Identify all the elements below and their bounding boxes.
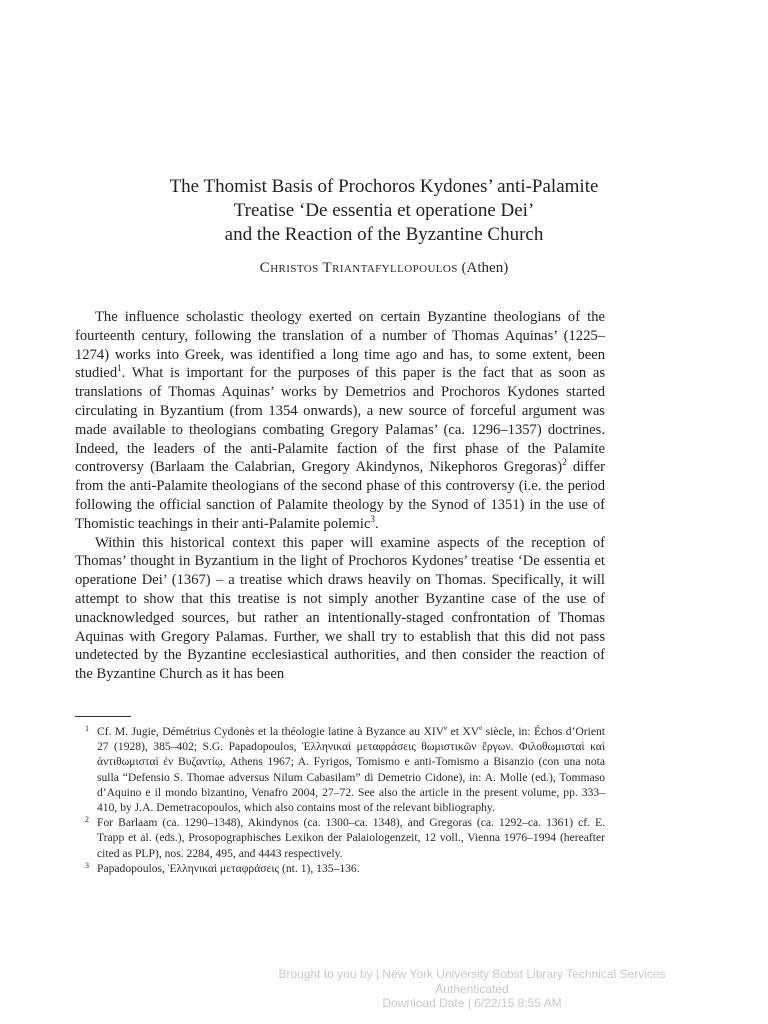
footnote-1-sup-2: e	[479, 724, 483, 733]
footnote-ref-3: 3	[370, 513, 375, 524]
download-watermark	[262, 967, 682, 1011]
footnote-separator	[75, 716, 131, 717]
author-line	[60, 260, 708, 277]
title-line-3: and the Reaction of the Byzantine Church	[224, 224, 544, 245]
footnote-3	[75, 861, 605, 876]
title-line-2: Treatise ‘De essentia et operatione Dei’	[233, 200, 535, 221]
footnote-3-text: Papadopoulos, Ἑλληνικαὶ μεταφράσεις (nt. 1), 135–136.	[97, 861, 360, 875]
article-title	[60, 175, 708, 247]
title-line-1: The Thomist Basis of Prochoros Kydones’ anti-Palamite	[169, 176, 599, 197]
footnote-1-part-b: et XV	[447, 725, 480, 738]
author-affiliation: (Athen)	[461, 260, 509, 276]
footnote-ref-2: 2	[562, 457, 567, 468]
footnote-ref-1: 1	[117, 363, 122, 374]
footnotes	[75, 724, 605, 876]
watermark-line-3: Download Date | 6/22/15 8:55 AM	[382, 996, 562, 1010]
footnote-1-part-c: siècle, in: Échos d’Orient 27 (1928), 385–402; S.G. Papadopoulos, Ἑλληνικαὶ μεταφράσεις θωμιστικῶν ἔργων. Φιλοθωμισταὶ καὶ ἀντιθωμισταὶ ἐν Βυζαντίῳ, Athens 1967; A. Fyrigos, Tomismo e anti-Tomismo a Bisanzio (con una nota sulla “Defensio S. Thomae adversus Nilum Cabasilam” di Demetrio Cidone), in: A. Molle (ed.), Tommaso d’Aquino e il mondo bizantino, Venafro 2004, 27–72. See also the article in the present volume, pp. 333–410, by J.A. Demetracopoulos, which also contains most of the relevant bibliography.	[97, 725, 605, 815]
paragraph-1	[75, 308, 605, 534]
footnote-1-part-a: Cf. M. Jugie, Démétrius Cydonès et la théologie latine à Byzance au XIV	[97, 725, 445, 738]
watermark-line-2: Authenticated	[435, 981, 509, 996]
footnote-1	[75, 724, 605, 815]
footnote-1-sup-1: e	[444, 724, 448, 733]
article-body	[75, 308, 605, 684]
paragraph-1-part-d: .	[374, 515, 379, 532]
footnote-2	[75, 815, 605, 861]
footnote-number: 1	[85, 724, 89, 733]
paragraph-1-part-c: differ from the anti-Palamite theologians of the second phase of this controversy (i.e. the period following the official sanction of Palamite theology by the Synod of 1351) in the use of Thomistic teachings in their anti-Palamite polemic	[75, 459, 605, 532]
author-name: Christos Triantafyllopoulos	[259, 260, 458, 276]
footnote-number: 3	[85, 860, 89, 870]
footnote-2-text: For Barlaam (ca. 1290–1348), Akindynos (ca. 1300–ca. 1348), and Gregoras (ca. 1292–ca. 1361) cf. E. Trapp et al. (eds.), Prosopographisches Lexikon der Palaiologenzeit, 12 voll., Vienna 1976–1994 (hereafter cited as PLP), nos. 2284, 495, and 4443 respectively.	[97, 816, 605, 860]
paragraph-2: Within this historical context this paper will examine aspects of the reception of Thomas’ thought in Byzantium in the light of Prochoros Kydones’ treatise ‘De essentia et operatione Dei’ (1367) – a treatise which draws heavily on Thomas. Specifically, it will attempt to show that this treatise is not simply another Byzantine case of the use of unacknowledged sources, but rather an intentionally-staged confrontation of Thomas Aquinas with Gregory Palamas. Further, we shall try to establish that this did not pass undetected by the Byzantine ecclesiastical authorities, and then consider the reaction of the Byzantine Church as it has been	[75, 534, 605, 683]
watermark-line-1: Brought to you by | New York University Bobst Library Technical Services	[278, 967, 666, 981]
paragraph-1-part-a: The influence scholastic theology exerted on certain Byzantine theologians of the fourteenth century, following the translation of a number of Thomas Aquinas’ (1225–1274) works into Greek, was identified a long time ago and has, to some extent, been studied	[75, 309, 605, 382]
footnote-number: 2	[85, 815, 89, 825]
paragraph-1-part-b: . What is important for the purposes of this paper is the fact that as soon as translations of Thomas Aquinas’ works by Demetrios and Prochoros Kydones started circulating in Byzantium (from 1354 onwards), a new source of forceful argument was made available to theologians combating Gregory Palamas’ (ca. 1296–1357) doctrines. Indeed, the leaders of the anti-Palamite faction of the first phase of the Palamite controversy (Barlaam the Calabrian, Gregory Akindynos, Nikephoros Gregoras)	[75, 365, 605, 476]
